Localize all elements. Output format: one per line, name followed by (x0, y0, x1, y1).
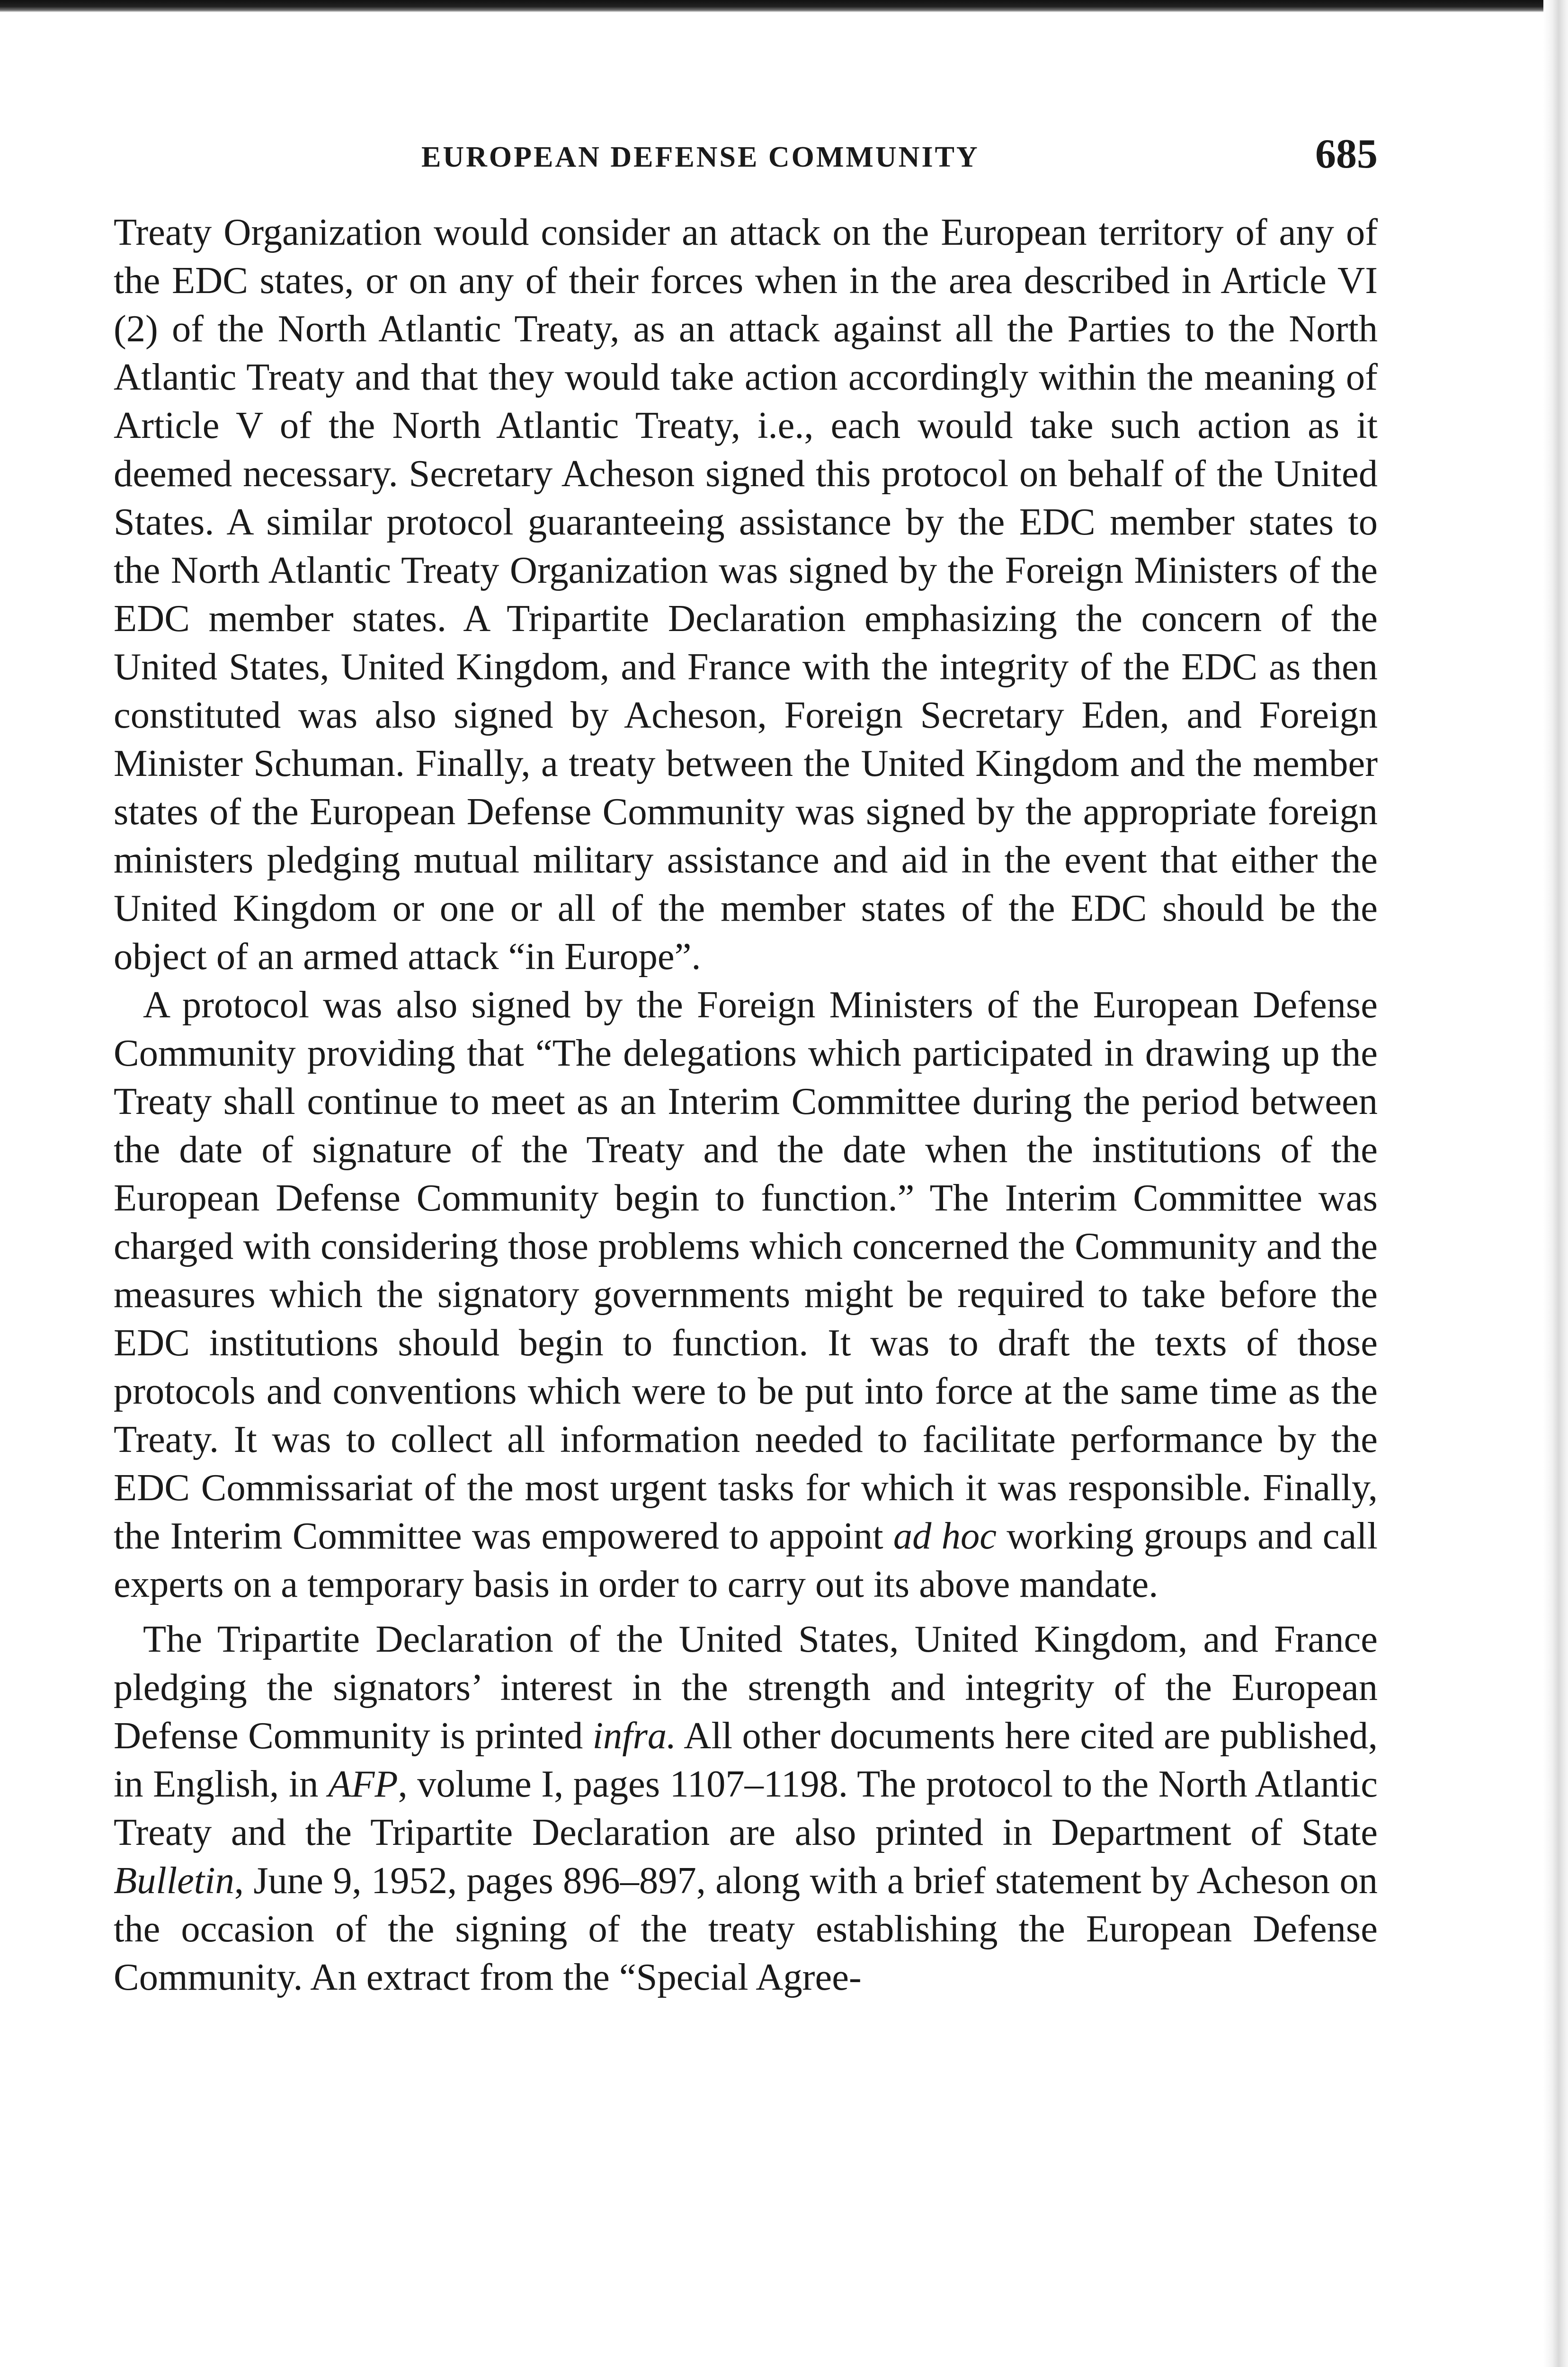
italic-term: ad hoc (893, 1515, 997, 1557)
scan-border-top (0, 0, 1568, 12)
italic-term: Bulletin (114, 1860, 234, 1902)
text-segment: A protocol was also signed by the Foreign Ministers of the European Defense Community providing that “The delegations which participated in drawing up the Treaty shall continue to meet as an Interim Committee during the period between the date of signature of the Treaty and the date when the institutions of the European Defense Community begin to function.” The Interim Committee was charged with considering those problems which concerned the Community and the measures which the signatory governments might be required to take before the EDC institutions should begin to function. It was to draft the texts of those protocols and conventions which were to be put into force at the same time as the Treaty. It was to collect all information needed to facilitate performance by the EDC Commissariat of the most urgent tasks for which it was responsible. Finally, the Interim Committee was empowered to appoint (114, 984, 1378, 1557)
body-text (114, 208, 1378, 2002)
running-title: EUROPEAN DEFENSE COMMUNITY (421, 141, 980, 173)
running-header (114, 130, 1378, 182)
text-segment: All other documents here cited are published, in English, in (114, 1715, 1378, 1805)
page-number: 685 (1315, 131, 1378, 177)
text-segment: , volume I, pages 1107–1198. The protocol to the North Atlantic Treaty and the Tripartite Declaration are also printed in Department of State (114, 1763, 1378, 1853)
italic-term: infra. (592, 1715, 677, 1757)
paragraph-2 (114, 981, 1378, 1609)
text-segment: Treaty Organization would consider an attack on the European territory of any of the EDC states, or on any of their forces when in the area described in Article VI (2) of the North Atlantic Treaty, as an attack against all the Parties to the North Atlantic Treaty and that they would take action accordingly within the meaning of Article V of the North Atlantic Treaty, i.e., each would take such action as it deemed necessary. Secretary Acheson signed this protocol on behalf of the United States. A similar protocol guaranteeing assistance by the EDC member states to the North Atlantic Treaty Organization was signed by the Foreign Ministers of the EDC member states. A Tripartite Declaration emphasizing the concern of the United States, United Kingdom, and France with the integrity of the EDC as then constituted was also signed by Acheson, Foreign Secretary Eden, and Foreign Minister Schuman. Finally, a treaty between the United Kingdom and the member states of the European Defense Community was signed by the appropriate foreign ministers pledging mutual military assistance and aid in the event that either the United Kingdom or one or all of the member states of the EDC should be the object of an armed attack “in Europe”. (114, 211, 1378, 978)
italic-term: AFP (328, 1763, 398, 1805)
paragraph-1 (114, 208, 1378, 981)
text-segment: The Tripartite Declaration of the United States, United Kingdom, and France pledging the signators’ interest in the strength and integrity of the European Defense Community is printed (114, 1618, 1378, 1757)
text-segment: , June 9, 1952, pages 896–897, along with a brief statement by Acheson on the occasion of the signing of the treaty establishing the European Defense Community. An extract from the “Special Agree- (114, 1860, 1378, 1998)
scan-border-right (1543, 0, 1568, 2367)
paragraph-3 (114, 1615, 1378, 2002)
text-segment: working groups and call experts on a temporary basis in order to carry out its above mandate. (114, 1515, 1378, 1605)
